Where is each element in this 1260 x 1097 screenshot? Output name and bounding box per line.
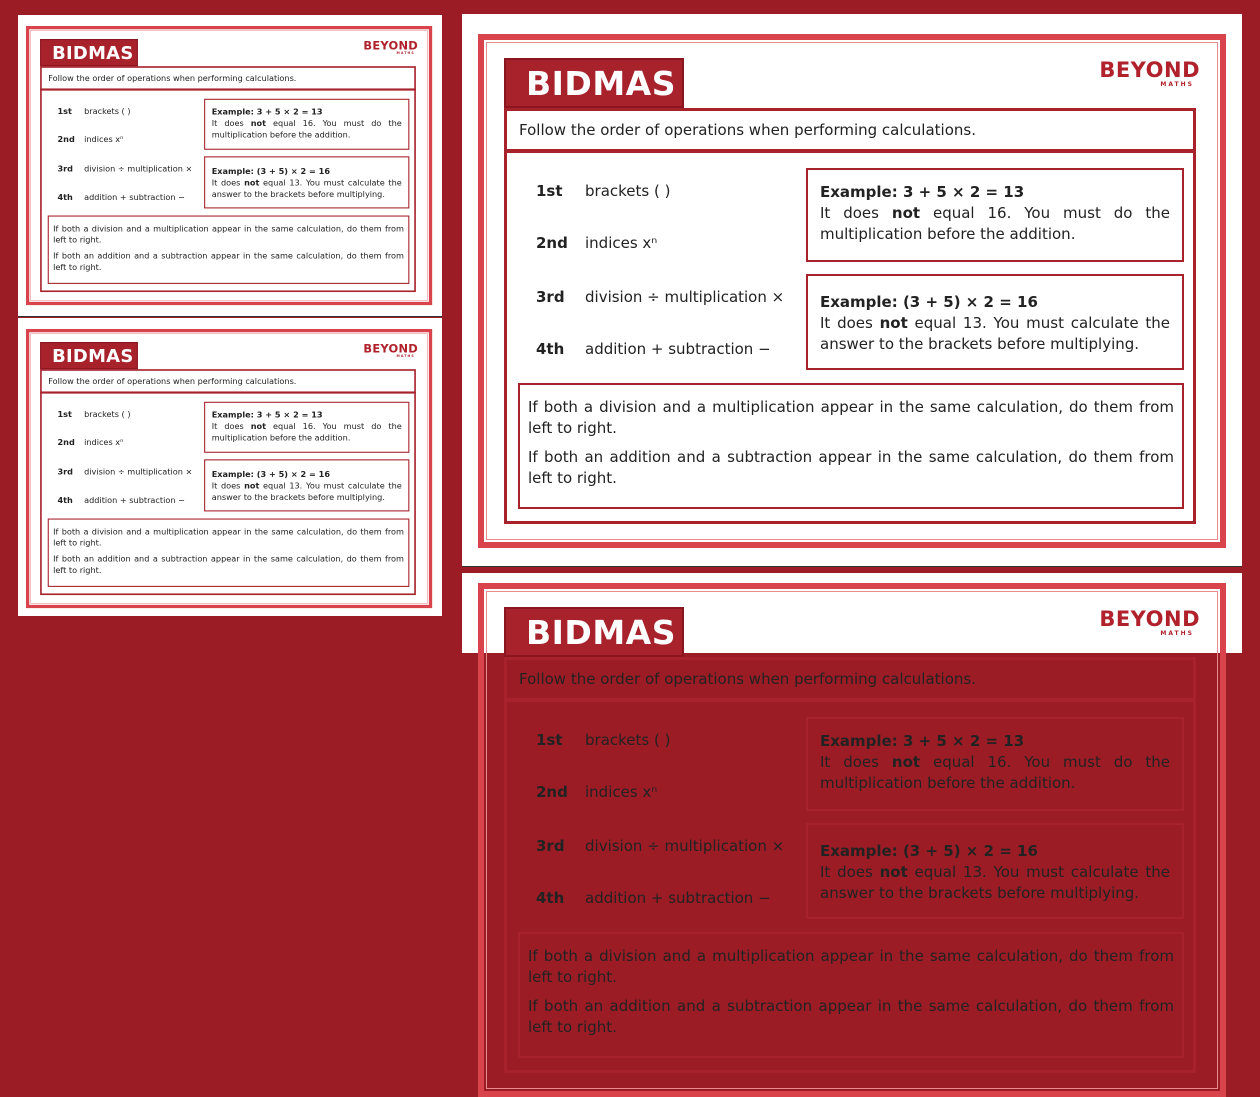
card-title: BIDMAS [40,342,138,369]
bidmas-card [478,34,1226,548]
step-row: 3rd division ÷ multiplication × [536,288,785,306]
rules-note-box: If both a division and a multiplication appear in the same calculation, do them from left to right. If both an addition and a subtraction appear in the same calculation, do them from left to right. [518,932,1184,1058]
card-title: BIDMAS [40,39,138,66]
step-row: 4th addition + subtraction − [57,495,185,505]
step-row: 2nd indices xⁿ [536,234,658,252]
example-box: Example: 3 + 5 × 2 = 13 It does not equal 16. You must do the multiplication before the addition. [806,717,1184,811]
beyond-maths-logo: BEYOND MATHS [1099,607,1200,637]
card-subtitle: Follow the order of operations when performing calculations. [40,369,416,393]
step-row: 4th addition + subtraction − [57,192,185,202]
card-subtitle: Follow the order of operations when performing calculations. [504,108,1196,152]
bidmas-card [26,329,432,608]
beyond-maths-logo: BEYOND MATHS [1099,58,1200,88]
step-row: 3rd division ÷ multiplication × [57,163,193,174]
step-row: 2nd indices xⁿ [57,134,124,145]
step-row: 3rd division ÷ multiplication × [536,837,785,855]
page-divider [18,316,442,317]
rules-note-box: If both a division and a multiplication appear in the same calculation, do them from left to right. If both an addition and a subtraction appear in the same calculation, do them from left to right. [518,383,1184,509]
page-divider [462,566,1242,567]
card-title: BIDMAS [504,607,684,657]
step-row: 4th addition + subtraction − [536,340,771,358]
example-box: Example: 3 + 5 × 2 = 13 It does not equal 16. You must do the multiplication before the addition. [204,99,409,150]
example-box: Example: (3 + 5) × 2 = 16 It does not equal 13. You must calculate the answer to the brackets before multiplying. [204,459,409,511]
rules-note-box: If both a division and a multiplication appear in the same calculation, do them from left to right. If both an addition and a subtraction appear in the same calculation, do them from left to right. [48,216,410,284]
card-subtitle: Follow the order of operations when performing calculations. [40,66,416,90]
step-row: 2nd indices xⁿ [536,783,658,801]
bidmas-card [26,26,432,305]
step-row: 1st brackets ( ) [536,182,671,200]
example-box: Example: 3 + 5 × 2 = 13 It does not equal 16. You must do the multiplication before the addition. [806,168,1184,262]
example-box: Example: 3 + 5 × 2 = 13 It does not equal 16. You must do the multiplication before the addition. [204,402,409,453]
step-row: 1st brackets ( ) [57,409,131,420]
example-box: Example: (3 + 5) × 2 = 16 It does not equal 13. You must calculate the answer to the brackets before multiplying. [806,274,1184,370]
card-title: BIDMAS [504,58,684,108]
card-subtitle: Follow the order of operations when performing calculations. [504,657,1196,701]
beyond-maths-logo: BEYOND MATHS [363,342,419,359]
step-row: 1st brackets ( ) [57,106,131,117]
bidmas-card [478,583,1226,1097]
step-row: 1st brackets ( ) [536,731,671,749]
step-row: 2nd indices xⁿ [57,437,124,448]
rules-note-box: If both a division and a multiplication appear in the same calculation, do them from left to right. If both an addition and a subtraction appear in the same calculation, do them from left to right. [48,519,410,587]
step-row: 3rd division ÷ multiplication × [57,466,193,477]
example-box: Example: (3 + 5) × 2 = 16 It does not equal 13. You must calculate the answer to the brackets before multiplying. [806,823,1184,919]
example-box: Example: (3 + 5) × 2 = 16 It does not equal 13. You must calculate the answer to the brackets before multiplying. [204,156,409,208]
step-row: 4th addition + subtraction − [536,889,771,907]
beyond-maths-logo: BEYOND MATHS [363,39,419,56]
